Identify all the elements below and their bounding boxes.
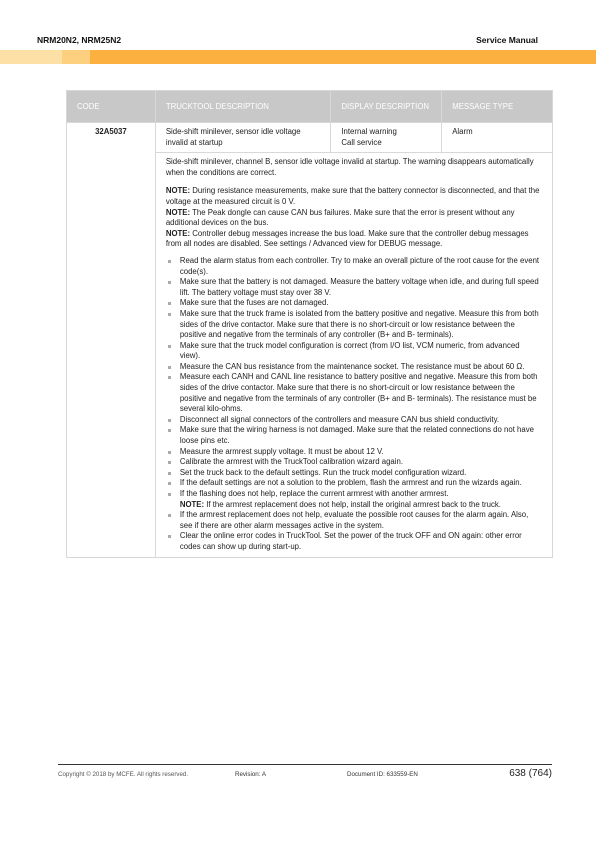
list-item: If the armrest replacement does not help, evaluate the possible root causes for the alarm again. Also, see if there are other alarm messages active in the system.	[166, 510, 542, 531]
note: NOTE: During resistance measurements, make sure that the battery connector is disconnected, and that the voltage at the measured circuit is 0 V.	[165, 186, 540, 206]
table-row	[67, 123, 553, 153]
list-item: Make sure that the wiring harness is not damaged. Make sure that the related connections do not have loose pins etc.	[166, 425, 542, 446]
footer-divider	[58, 764, 552, 765]
list-item: Measure each CANH and CANL line resistance to battery positive and negative. Measure this from both sides of the drive contactor. Make sure that there is no short-circuit or low resistance between the positive and negative from the terminals of any controller (B+ and B- terminals). The resistance must be several kilo-ohms.	[166, 372, 542, 414]
troubleshooting-steps	[166, 256, 542, 553]
list-item: Disconnect all signal connectors of the controllers and measure CAN bus shield conductivity.	[166, 415, 542, 426]
header-color-bar	[0, 50, 596, 64]
document-type: Service Manual	[476, 35, 538, 45]
list-item: Read the alarm status from each controller. Try to make an overall picture of the root cause for the event code(s).	[166, 256, 542, 277]
error-code-table	[66, 90, 553, 558]
col-header-message-type: MESSAGE TYPE	[442, 91, 553, 123]
trucktool-description: Side-shift minilever, sensor idle voltage invalid at startup	[155, 123, 331, 153]
list-item: Calibrate the armrest with the TruckTool calibration wizard again.	[166, 457, 542, 468]
list-item: Make sure that the fuses are not damaged.	[166, 298, 542, 309]
list-item: If the default settings are not a solution to the problem, flash the armrest and run the wizards again.	[166, 478, 542, 489]
page-number: 638 (764)	[509, 768, 552, 779]
list-item: Make sure that the battery is not damaged. Measure the battery voltage when idle, and during full speed lift. The battery voltage must stay over 38 V.	[166, 277, 542, 298]
col-header-display-description: DISPLAY DESCRIPTION	[331, 91, 442, 123]
message-type: Alarm	[442, 123, 553, 153]
display-line-1: Internal warning	[341, 127, 397, 136]
step-note: NOTE: If the armrest replacement does not help, install the original armrest back to the truck.	[179, 499, 501, 509]
details-intro: Side-shift minilever, channel B, sensor idle voltage invalid at startup. The warning disappears automatically when the conditions are correct.	[165, 157, 534, 177]
copyright: Copyright © 2018 by MCFE. All rights reserved.	[58, 771, 189, 778]
revision: Revision: A	[235, 771, 266, 778]
document-id: Document ID: 633559-EN	[347, 771, 418, 778]
note: NOTE: The Peak dongle can cause CAN bus failures. Make sure that the error is present without any additional devices on the bus.	[165, 207, 515, 228]
list-item: Make sure that the truck frame is isolated from the battery positive and negative. Measure this from both sides of the drive contactor. Make sure that there is no short-circuit or low resistance between the positive and negative from the terminals of any controller (B+ and B- terminals).	[166, 309, 542, 341]
list-item: If the flashing does not help, replace the current armrest with another armrest. NOTE: If the armrest replacement does not help, install the original armrest back to the truck.	[166, 489, 542, 510]
error-code: 32A5037	[67, 123, 156, 558]
list-item: Set the truck back to the default settings. Run the truck model configuration wizard.	[166, 468, 542, 479]
notes-block	[166, 186, 542, 250]
document-model: NRM20N2, NRM25N2	[37, 35, 122, 45]
list-item: Clear the online error codes in TruckTool. Set the power of the truck OFF and ON again: other error codes can show up during start-up.	[166, 531, 542, 552]
col-header-code: CODE	[67, 91, 156, 123]
details-cell	[155, 153, 552, 557]
col-header-trucktool-description: TRUCKTOOL DESCRIPTION	[155, 91, 331, 123]
list-item: Make sure that the truck model configuration is correct (from I/O list, VCM numeric, from advanced view).	[166, 341, 542, 362]
display-line-2: Call service	[341, 137, 382, 147]
list-item: Measure the CAN bus resistance from the maintenance socket. The resistance must be about 60 Ω.	[166, 362, 542, 373]
display-description	[331, 123, 442, 153]
note: NOTE: Controller debug messages increase the bus load. Make sure that the controller debug messages from all nodes are disabled. See settings / Advanced view for DEBUG message.	[165, 228, 529, 249]
list-item: Measure the armrest supply voltage. It must be about 12 V.	[166, 447, 542, 458]
